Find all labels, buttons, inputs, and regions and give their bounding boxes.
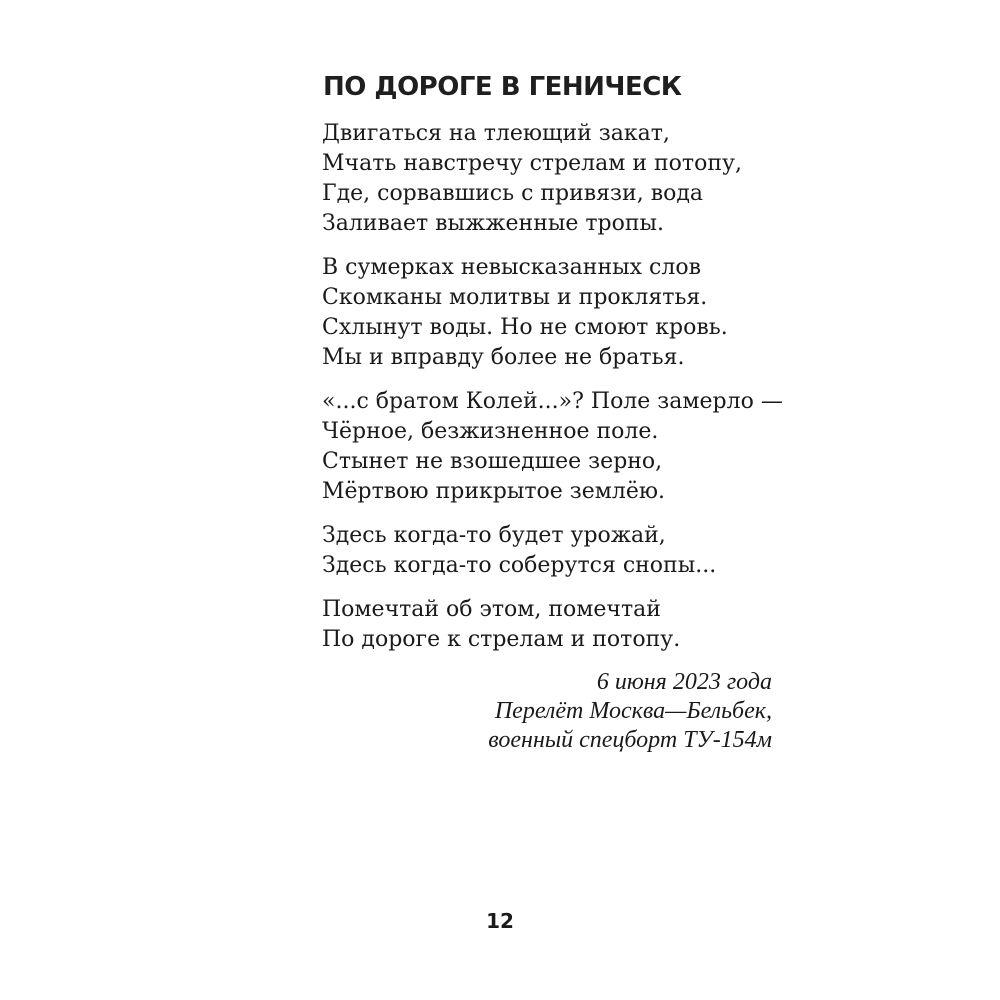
poem-line: Мчать навстречу стрелам и потопу,: [322, 151, 742, 176]
stanza-4: [322, 521, 792, 581]
signature-place: Перелёт Москва—Бельбек,: [494, 698, 772, 724]
poem-line: По дороге к стрелам и потопу.: [322, 627, 681, 652]
signature-date: 6 июня 2023 года: [596, 669, 772, 695]
poem-line: Скомканы молитвы и проклятья.: [322, 285, 708, 310]
poem-signature: [488, 668, 772, 755]
poem-line: Где, сорвавшись с привязи, вода: [322, 181, 703, 206]
poem-line: Схлынут воды. Но не смоют кровь.: [322, 315, 728, 340]
signature-aircraft: военный спецборт ТУ-154м: [488, 727, 772, 753]
poem-line: «...с братом Колей...»? Поле замерло —: [322, 389, 783, 414]
poem-line: В сумерках невысказанных слов: [322, 255, 701, 280]
stanza-2: [322, 253, 792, 373]
poem-line: Мы и вправду более не братья.: [322, 345, 685, 370]
page-number: 12: [486, 909, 514, 933]
poem-line: Двигаться на тлеющий закат,: [322, 121, 670, 146]
poem-title: ПО ДОРОГЕ В ГЕНИЧЕСК: [323, 72, 682, 102]
poem-line: Стынет не взошедшее зерно,: [322, 449, 663, 474]
stanza-3: [322, 387, 792, 507]
poem-line: Заливает выжженные тропы.: [322, 211, 665, 236]
poem-line: Здесь когда-то будет урожай,: [322, 523, 666, 548]
stanza-5: [322, 595, 792, 655]
poem-line: Мёртвою прикрытое землёю.: [322, 479, 666, 504]
poem-line: Чёрное, безжизненное поле.: [322, 419, 659, 444]
stanza-1: [322, 119, 792, 239]
poem-line: Здесь когда-то соберутся снопы...: [322, 553, 717, 578]
poem-line: Помечтай об этом, помечтай: [322, 597, 661, 622]
poem-body: [322, 119, 792, 669]
